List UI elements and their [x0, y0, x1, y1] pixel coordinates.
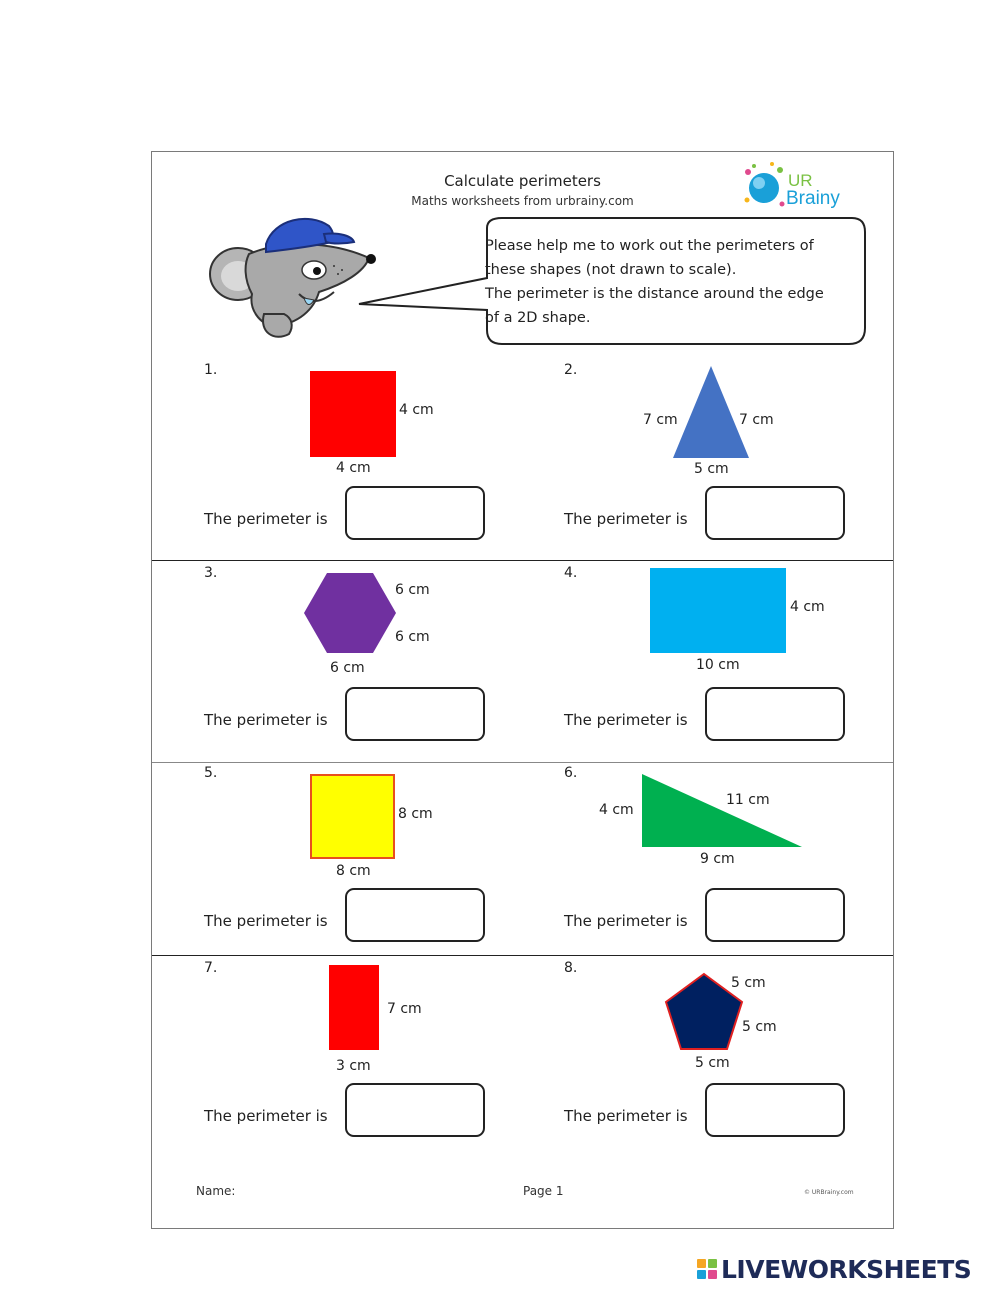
logo-square	[697, 1259, 706, 1268]
side-label: 8 cm	[336, 863, 371, 879]
answer-box-4[interactable]	[705, 687, 845, 741]
perimeter-label: The perimeter is	[204, 1107, 328, 1125]
side-label: 5 cm	[742, 1019, 777, 1035]
side-label: 5 cm	[731, 975, 766, 991]
copyright-text: © URBrainy.com	[804, 1189, 854, 1196]
name-label: Name:	[196, 1184, 236, 1198]
perimeter-label: The perimeter is	[564, 510, 688, 528]
side-label: 10 cm	[696, 657, 740, 673]
urbrainy-logo-icon	[742, 158, 872, 214]
answer-box-7[interactable]	[345, 1083, 485, 1137]
logo-text-top: UR	[788, 171, 813, 190]
red-square-shape	[310, 371, 396, 457]
blue-triangle-shape	[673, 366, 749, 458]
row-divider	[152, 762, 893, 763]
bubble-line: of a 2D shape.	[485, 310, 591, 326]
side-label: 11 cm	[726, 792, 770, 808]
bubble-line: The perimeter is the distance around the edge	[485, 286, 824, 302]
logo-square	[697, 1270, 706, 1279]
side-label: 7 cm	[387, 1001, 422, 1017]
row-divider	[152, 955, 893, 956]
worksheet-subtitle: Maths worksheets from urbrainy.com	[411, 194, 634, 208]
cyan-rectangle-shape	[650, 568, 786, 653]
answer-box-6[interactable]	[705, 888, 845, 942]
answer-box-3[interactable]	[345, 687, 485, 741]
bubble-line: Please help me to work out the perimeters of	[485, 238, 814, 254]
logo-text-bottom: Brainy	[786, 188, 840, 209]
perimeter-label: The perimeter is	[564, 912, 688, 930]
question-number: 6.	[564, 765, 578, 781]
question-number: 5.	[204, 765, 218, 781]
yellow-square-shape	[310, 774, 395, 859]
side-label: 7 cm	[739, 412, 774, 428]
side-label: 4 cm	[599, 802, 634, 818]
liveworksheets-wordmark: LIVEWORKSHEETS	[721, 1254, 972, 1284]
answer-box-2[interactable]	[705, 486, 845, 540]
speech-bubble-text	[485, 234, 855, 330]
side-label: 5 cm	[695, 1055, 730, 1071]
perimeter-label: The perimeter is	[204, 510, 328, 528]
answer-box-5[interactable]	[345, 888, 485, 942]
side-label: 5 cm	[694, 461, 729, 477]
side-label: 8 cm	[398, 806, 433, 822]
question-number: 4.	[564, 565, 578, 581]
perimeter-label: The perimeter is	[564, 1107, 688, 1125]
side-label: 4 cm	[336, 460, 371, 476]
bubble-line: these shapes (not drawn to scale).	[485, 262, 737, 278]
question-number: 8.	[564, 960, 578, 976]
logo-square	[708, 1270, 717, 1279]
red-rectangle-shape	[329, 965, 379, 1050]
question-number: 1.	[204, 362, 218, 378]
side-label: 6 cm	[395, 629, 430, 645]
purple-hexagon-shape	[304, 573, 396, 653]
side-label: 6 cm	[395, 582, 430, 598]
question-number: 7.	[204, 960, 218, 976]
logo-square	[708, 1259, 717, 1268]
perimeter-label: The perimeter is	[204, 711, 328, 729]
liveworksheets-logo-icon	[697, 1259, 717, 1279]
question-number: 3.	[204, 565, 218, 581]
worksheet-page	[151, 151, 894, 1229]
side-label: 4 cm	[399, 402, 434, 418]
page-number: Page 1	[523, 1184, 564, 1198]
perimeter-label: The perimeter is	[204, 912, 328, 930]
liveworksheets-brand	[697, 1254, 971, 1284]
worksheet-title: Calculate perimeters	[444, 172, 601, 190]
answer-box-8[interactable]	[705, 1083, 845, 1137]
question-number: 2.	[564, 362, 578, 378]
side-label: 4 cm	[790, 599, 825, 615]
side-label: 6 cm	[330, 660, 365, 676]
perimeter-label: The perimeter is	[564, 711, 688, 729]
row-divider	[152, 560, 893, 561]
side-label: 9 cm	[700, 851, 735, 867]
answer-box-1[interactable]	[345, 486, 485, 540]
green-triangle-shape	[642, 774, 802, 847]
side-label: 7 cm	[643, 412, 678, 428]
side-label: 3 cm	[336, 1058, 371, 1074]
